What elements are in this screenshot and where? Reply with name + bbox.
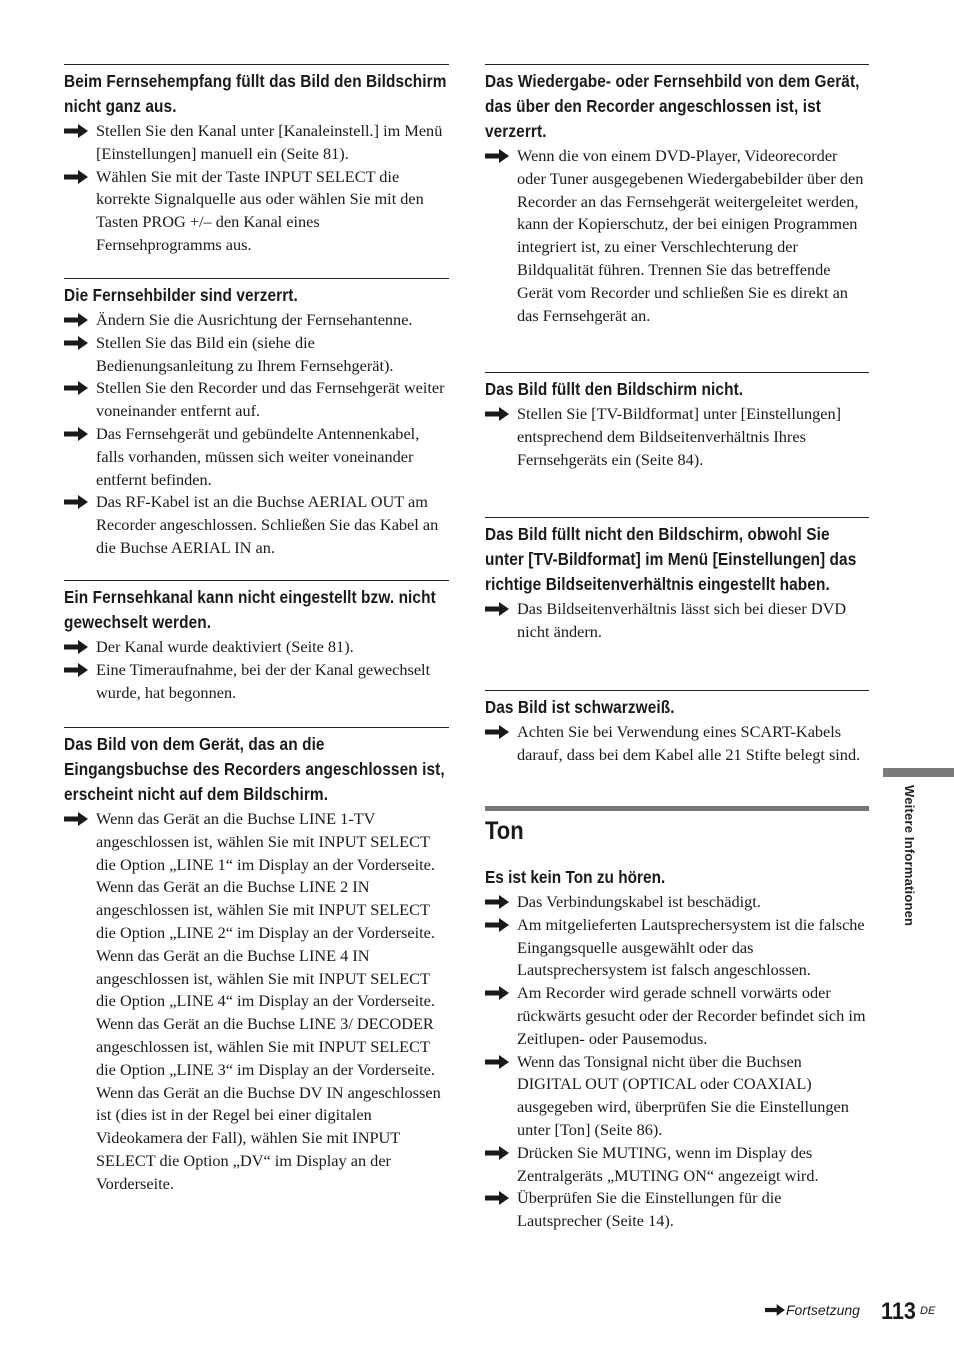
solution-item <box>485 982 869 1050</box>
solution-text: Der Kanal wurde deaktiviert (Seite 81). <box>96 637 354 656</box>
solution-text: Wenn das Gerät an die Buchse LINE 2 IN angeschlossen ist, wählen Sie mit INPUT SELECT die Option „LINE 2“ im Display an der Vorderseite. <box>96 877 435 942</box>
arrow-right-icon <box>485 1146 509 1160</box>
continuation-text: Fortsetzung <box>786 1302 860 1318</box>
solution-text: Am mitgelieferten Lautsprechersystem ist die falsche Eingangsquelle ausgewählt oder das Lautsprechersystem ist falsch angeschlossen. <box>517 914 865 980</box>
problem-block <box>64 727 449 1196</box>
solution-list <box>64 309 449 560</box>
problem-block <box>64 580 449 727</box>
solution-text: Ändern Sie die Ausrichtung der Fernsehantenne. <box>96 310 413 329</box>
solution-list <box>485 891 869 1233</box>
solution-list <box>64 120 449 257</box>
solution-item <box>64 309 449 332</box>
solution-list <box>485 403 869 471</box>
arrow-right-icon <box>64 812 88 826</box>
problem-heading: Es ist kein Ton zu hören. <box>485 867 666 887</box>
solution-text: Das RF-Kabel ist an die Buchse AERIAL OUT am Recorder angeschlossen. Schließen Sie das Kabel an die Buchse AERIAL IN an. <box>96 492 439 557</box>
solution-text: Wenn das Gerät an die Buchse LINE 3/ DECODER angeschlossen ist, wählen Sie mit INPUT SELECT die Option „LINE 3“ im Display an der Vorderseite. <box>96 1014 435 1079</box>
solution-text: Stellen Sie den Kanal unter [Kanaleinstell.] im Menü [Einstellungen] manuell ein (Seite 81). <box>96 121 443 163</box>
solution-text: Wenn das Tonsignal nicht über die Buchsen DIGITAL OUT (OPTICAL oder COAXIAL) ausgegeben wird, überprüfen Sie die Einstellungen unter [Ton] (Seite 86). <box>517 1051 849 1139</box>
solution-item <box>64 659 449 705</box>
solution-text: Stellen Sie das Bild ein (siehe die Bedienungsanleitung zu Ihrem Fernsehgerät). <box>96 332 394 375</box>
problem-block <box>485 690 869 806</box>
solution-text: Achten Sie bei Verwendung eines SCART-Kabels darauf, dass bei dem Kabel alle 21 Stifte belegt sind. <box>517 722 861 764</box>
arrow-right-icon <box>485 725 509 739</box>
problem-block <box>64 278 449 580</box>
section-title: Ton <box>485 817 524 845</box>
problem-block <box>64 64 449 278</box>
problem-heading: Beim Fernsehempfang füllt das Bild den Bildschirm nicht ganz aus. <box>64 71 447 116</box>
solution-item <box>64 808 449 1196</box>
solution-item <box>64 120 449 166</box>
problem-heading: Das Bild füllt den Bildschirm nicht. <box>485 379 744 399</box>
solution-text: Wenn das Gerät an die Buchse LINE 1-TV angeschlossen ist, wählen Sie mit INPUT SELECT die Option „LINE 1“ im Display an der Vorderseite. <box>96 809 435 874</box>
solution-text: Stellen Sie [TV-Bildformat] unter [Einstellungen] entsprechend dem Bildseitenverhältnis Ihres Fernsehgeräts ein (Seite 84). <box>517 404 842 469</box>
arrow-right-icon <box>765 1304 785 1316</box>
solution-text: Eine Timeraufnahme, bei der der Kanal gewechselt wurde, hat begonnen. <box>96 659 431 702</box>
arrow-right-icon <box>64 124 88 138</box>
problem-heading: Das Bild von dem Gerät, das an die Eingangsbuchse des Recorders angeschlossen ist, erscheint nicht auf dem Bildschirm. <box>64 734 445 804</box>
arrow-right-icon <box>64 640 88 654</box>
solution-list <box>64 808 449 1196</box>
arrow-right-icon <box>485 149 509 163</box>
problem-block <box>485 517 869 690</box>
solution-text: Wählen Sie mit der Taste INPUT SELECT die korrekte Signalquelle aus oder wählen Sie mit den Tasten PROG +/– den Kanal eines Fernsehprogramms aus. <box>96 166 424 254</box>
solution-text: Wenn das Gerät an die Buchse LINE 4 IN angeschlossen ist, wählen Sie mit INPUT SELECT die Option „LINE 4“ im Display an der Vorderseite. <box>96 945 435 1011</box>
arrow-right-icon <box>64 427 88 441</box>
arrow-right-icon <box>64 313 88 327</box>
left-column <box>64 64 449 1196</box>
page-number: 113 <box>881 1298 916 1325</box>
arrow-right-icon <box>485 918 509 932</box>
solution-text: Überprüfen Sie die Einstellungen für die Lautsprecher (Seite 14). <box>517 1188 782 1231</box>
problem-heading: Das Bild füllt nicht den Bildschirm, obwohl Sie unter [TV-Bildformat] im Menü [Einstellungen] das richtige Bildseitenverhältnis eingestellt haben. <box>485 524 857 594</box>
solution-item <box>64 332 449 378</box>
problem-heading: Das Bild ist schwarzweiß. <box>485 697 675 717</box>
arrow-right-icon <box>64 495 88 509</box>
solution-text: Wenn die von einem DVD-Player, Videorecorder oder Tuner ausgegebenen Wiedergabebilder über den Recorder an das Fernsehgerät weitergeleitet werden, kann der Kopierschutz, der bei einigen Programmen integriert ist, zu einer Verschlechterung der Bildqualität führen. Trennen Sie das betreffende Gerät vom Recorder und schließen Sie es direkt an das Fernsehgerät an. <box>517 146 864 325</box>
arrow-right-icon <box>485 1055 509 1069</box>
solution-item <box>485 145 869 327</box>
side-tab-bar <box>883 768 954 777</box>
solution-item <box>485 598 869 644</box>
problem-block <box>485 64 869 372</box>
solution-item <box>64 377 449 423</box>
arrow-right-icon <box>485 1191 509 1205</box>
problem-heading: Die Fernsehbilder sind verzerrt. <box>64 285 298 305</box>
solution-text: Wenn das Gerät an die Buchse DV IN angeschlossen ist (dies ist in der Regel bei einer digitalen Videokamera der Fall), wählen Sie mit INPUT SELECT die Option „DV“ im Display an der Vorderseite. <box>96 1082 441 1193</box>
solution-item <box>64 423 449 491</box>
page-number-suffix: DE <box>920 1305 936 1317</box>
solution-item <box>64 491 449 559</box>
arrow-right-icon <box>485 407 509 421</box>
solution-list <box>64 636 449 704</box>
problem-heading: Ein Fernsehkanal kann nicht eingestellt bzw. nicht gewechselt werden. <box>64 587 436 632</box>
solution-item <box>485 1051 869 1142</box>
solution-text: Am Recorder wird gerade schnell vorwärts oder rückwärts gesucht oder der Recorder befindet sich im Zeitlupen- oder Pausemodus. <box>517 983 866 1048</box>
solution-item <box>64 636 449 659</box>
side-tab-label: Weitere Informationen <box>902 785 917 927</box>
solution-item <box>485 914 869 982</box>
solution-text: Das Verbindungskabel ist beschädigt. <box>517 892 761 911</box>
solution-list <box>485 598 869 644</box>
right-column <box>485 64 869 1233</box>
solution-text: Das Fernsehgerät und gebündelte Antennenkabel, falls vorhanden, müssen sich weiter voneinander entfernt befinden. <box>96 423 420 489</box>
solution-text: Drücken Sie MUTING, wenn im Display des Zentralgeräts „MUTING ON“ angezeigt wird. <box>517 1142 819 1185</box>
solution-text: Das Bildseitenverhältnis lässt sich bei dieser DVD nicht ändern. <box>517 599 847 641</box>
solution-list <box>485 145 869 327</box>
arrow-right-icon <box>64 663 88 677</box>
solution-list <box>485 721 869 767</box>
solution-item <box>485 403 869 471</box>
problem-block <box>485 372 869 517</box>
solution-item <box>485 891 869 914</box>
arrow-right-icon <box>64 170 88 184</box>
arrow-right-icon <box>64 381 88 395</box>
solution-item <box>485 721 869 767</box>
arrow-right-icon <box>64 336 88 350</box>
ton-section <box>485 806 869 1233</box>
solution-item <box>485 1187 869 1233</box>
problem-heading: Das Wiedergabe- oder Fernsehbild von dem Gerät, das über den Recorder angeschlossen ist, ist verzerrt. <box>485 71 860 141</box>
solution-text: Stellen Sie den Recorder und das Fernsehgerät weiter voneinander entfernt auf. <box>96 378 445 421</box>
arrow-right-icon <box>485 602 509 616</box>
solution-item <box>64 166 449 257</box>
arrow-right-icon <box>485 986 509 1000</box>
continuation-note <box>765 1302 860 1318</box>
solution-item <box>485 1142 869 1188</box>
arrow-right-icon <box>485 895 509 909</box>
